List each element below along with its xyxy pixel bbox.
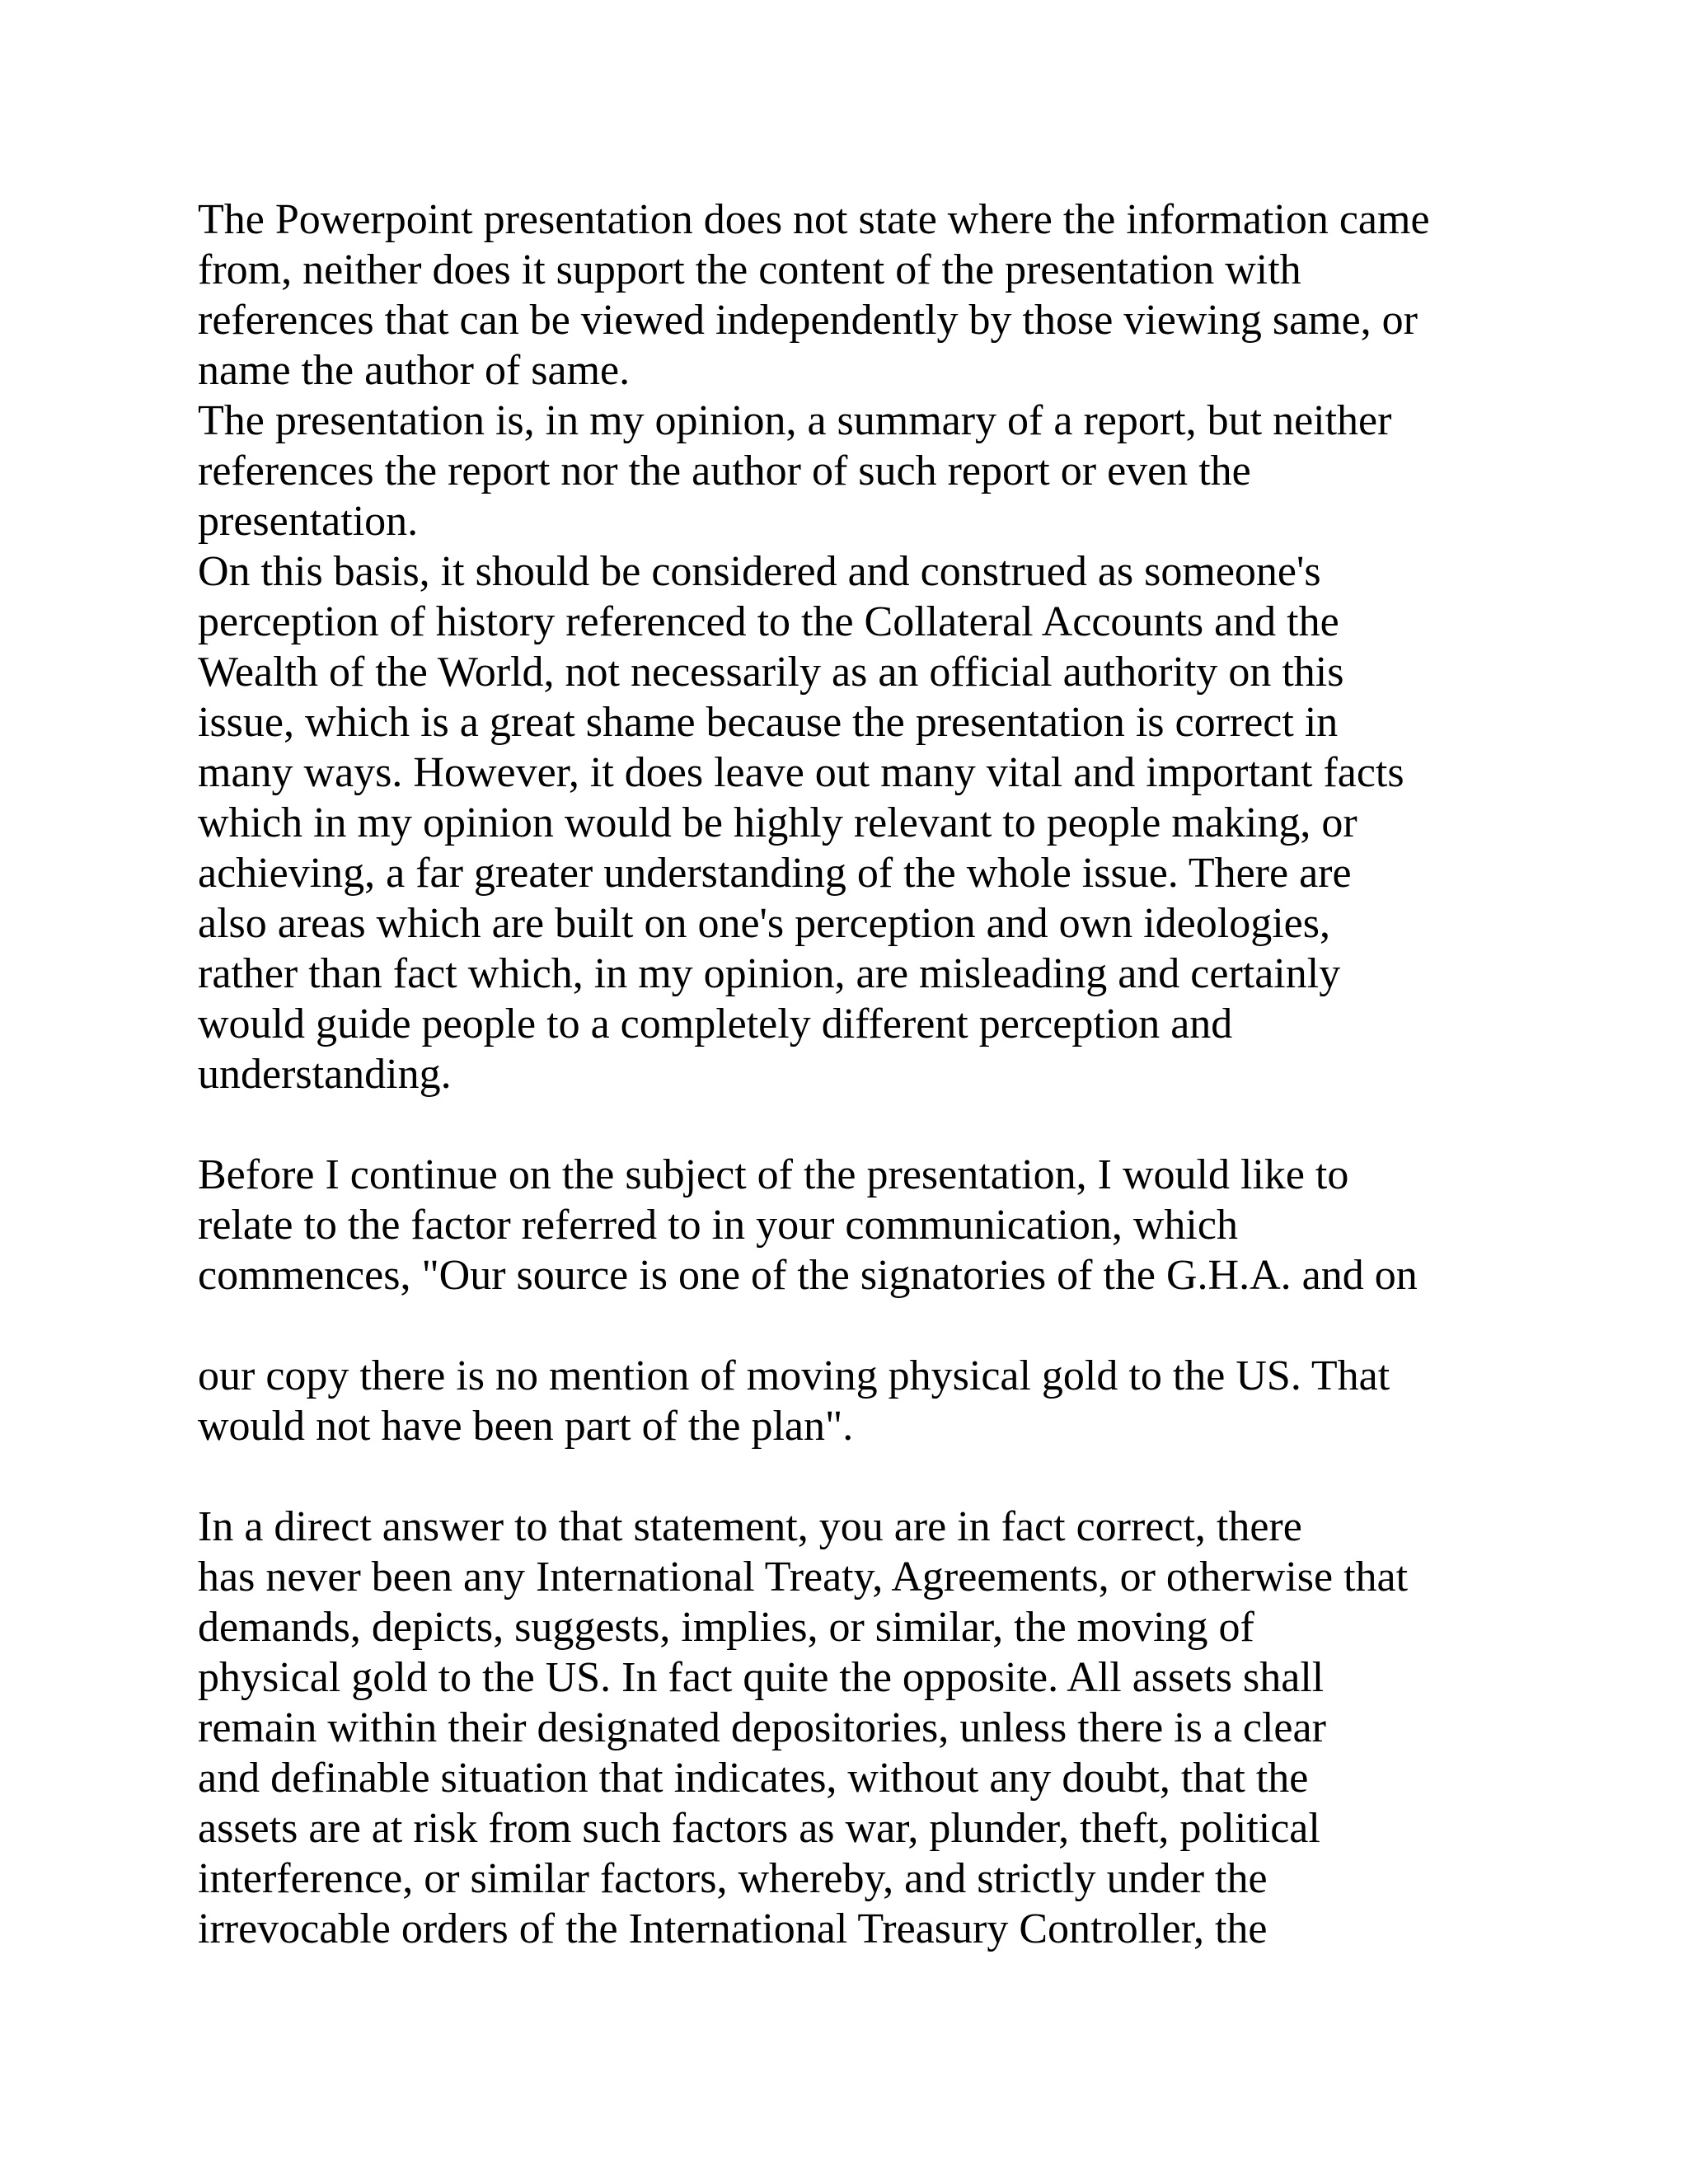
text-line: interference, or similar factors, whereby, and strictly under the <box>198 1855 1268 1902</box>
text-line: relate to the factor referred to in your communication, which <box>198 1202 1238 1249</box>
text-line: our copy there is no mention of moving physical gold to the US. That <box>198 1352 1390 1399</box>
text-line: In a direct answer to that statement, you are in fact correct, there <box>198 1503 1302 1550</box>
text-line: which in my opinion would be highly relevant to people making, or <box>198 799 1357 846</box>
text-line: The presentation is, in my opinion, a summary of a report, but neither <box>198 397 1392 444</box>
text-line: would not have been part of the plan". <box>198 1403 854 1450</box>
text-line: and definable situation that indicates, without any doubt, that the <box>198 1755 1309 1802</box>
text-line: Before I continue on the subject of the presentation, I would like to <box>198 1151 1349 1198</box>
text-line: On this basis, it should be considered and construed as someone's <box>198 548 1321 595</box>
document-body <box>198 194 1599 1954</box>
text-line: issue, which is a great shame because the presentation is correct in <box>198 699 1339 746</box>
text-line: has never been any International Treaty, Agreements, or otherwise that <box>198 1554 1409 1601</box>
text-line: achieving, a far greater understanding of the whole issue. There are <box>198 850 1352 897</box>
text-line: from, neither does it support the content of the presentation with <box>198 246 1301 293</box>
text-line: also areas which are built on one's perception and own ideologies, <box>198 900 1330 947</box>
text-line: presentation. <box>198 498 419 545</box>
text-line: many ways. However, it does leave out many vital and important facts <box>198 749 1404 796</box>
text-line: perception of history referenced to the Collateral Accounts and the <box>198 598 1339 645</box>
text-line: commences, "Our source is one of the signatories of the G.H.A. and on <box>198 1252 1418 1299</box>
text-line: references the report nor the author of such report or even the <box>198 448 1251 494</box>
text-line: irrevocable orders of the International Treasury Controller, the <box>198 1905 1268 1952</box>
text-line: assets are at risk from such factors as war, plunder, theft, political <box>198 1805 1320 1852</box>
text-line: remain within their designated depositories, unless there is a clear <box>198 1704 1326 1751</box>
text-line: demands, depicts, suggests, implies, or similar, the moving of <box>198 1604 1254 1651</box>
text-line: understanding. <box>198 1051 452 1098</box>
text-line: Wealth of the World, not necessarily as an official authority on this <box>198 649 1344 696</box>
text-line: rather than fact which, in my opinion, are misleading and certainly <box>198 950 1341 997</box>
text-line: references that can be viewed independently by those viewing same, or <box>198 297 1418 344</box>
paragraph-gap <box>198 1301 1599 1351</box>
paragraph-gap <box>198 1451 1599 1502</box>
text-line: would guide people to a completely different perception and <box>198 1001 1233 1047</box>
text-line: physical gold to the US. In fact quite the opposite. All assets shall <box>198 1654 1325 1701</box>
text-line: The Powerpoint presentation does not state where the information came <box>198 196 1430 243</box>
paragraph-gap <box>198 1099 1599 1150</box>
text-line: name the author of same. <box>198 347 631 394</box>
